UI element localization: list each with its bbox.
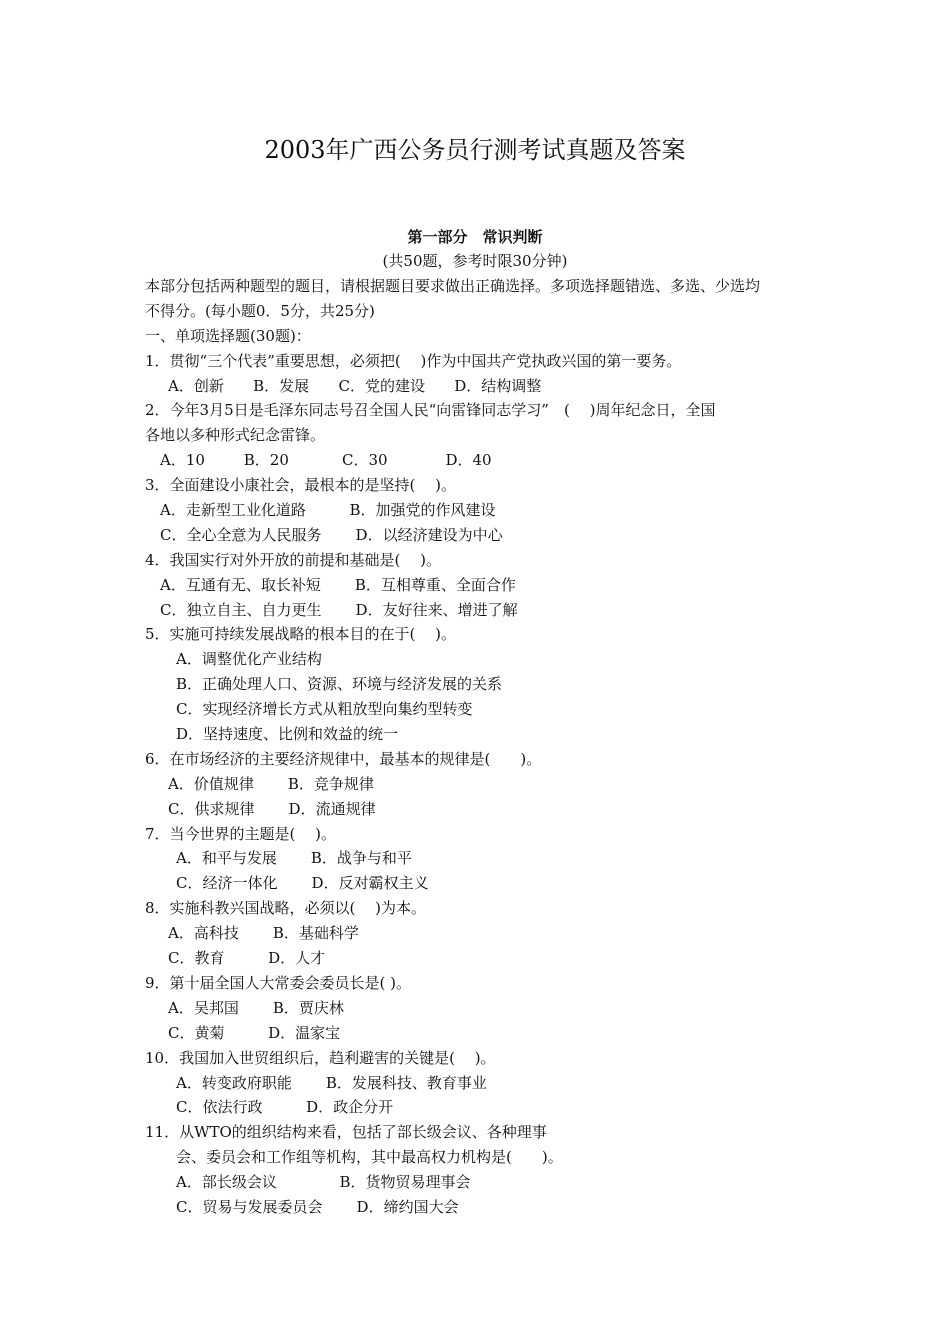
text-line: C．黄菊 D．温家宝 <box>168 1023 341 1042</box>
text-line: 8．实施科教兴国战略，必须以( )为本。 <box>145 899 427 918</box>
text-line: 3．全面建设小康社会，最根本的是坚持( )。 <box>145 476 457 495</box>
text-line: 2．今年3月5日是毛泽东同志号召全国人民“向雷锋同志学习” ( )周年纪念日，全国 <box>145 401 716 420</box>
text-line: 不得分。(每小题0．5分，共25分) <box>145 301 375 320</box>
text-line: C．供求规律 D．流通规律 <box>168 799 376 818</box>
text-line: 1．贯彻“三个代表”重要思想，必须把( )作为中国共产党执政兴国的第一要务。 <box>145 351 682 370</box>
text-line: 4．我国实行对外开放的前提和基础是( )。 <box>145 550 442 569</box>
text-line: 会、委员会和工作组等机构，其中最高权力机构是( )。 <box>176 1148 563 1167</box>
text-line: 5．实施可持续发展战略的根本目的在于( )。 <box>145 625 457 644</box>
text-line: A．调整优化产业结构 <box>176 650 322 669</box>
text-line: A．互通有无、取长补短 B．互相尊重、全面合作 <box>160 575 516 594</box>
text-line: 11．从WTO的组织结构来看，包括了部长级会议、各种理事 <box>145 1123 547 1142</box>
text-line: C．依法行政 D．政企分开 <box>176 1098 394 1117</box>
text-line: A．部长级会议 B．货物贸易理事会 <box>176 1173 471 1192</box>
text-line: 本部分包括两种题型的题目，请根据题目要求做出正确选择。多项选择题错选、多选、少选均 <box>145 277 761 295</box>
text-line: C．全心全意为人民服务 D．以经济建设为中心 <box>160 525 503 544</box>
text-line: 10．我国加入世贸组织后，趋利避害的关键是( )。 <box>145 1048 496 1067</box>
text-line: A．吴邦国 B．贾庆林 <box>168 998 344 1017</box>
text-line: A．高科技 B．基础科学 <box>168 924 359 943</box>
text-line: C．经济一体化 D．反对霸权主义 <box>176 874 429 893</box>
text-line: 7．当今世界的主题是( )。 <box>145 824 337 843</box>
text-line: A．转变政府职能 B．发展科技、教育事业 <box>176 1073 487 1092</box>
text-line: A．创新 B．发展 C．党的建设 D．结构调整 <box>168 376 542 395</box>
text-line: D．坚持速度、比例和效益的统一 <box>176 725 399 744</box>
section-heading: 第一部分 常识判断 <box>407 228 543 246</box>
text-line: B．正确处理人口、资源、环境与经济发展的关系 <box>176 675 503 694</box>
document-body <box>0 274 950 1220</box>
text-line: A．走新型工业化道路 B．加强党的作风建设 <box>160 501 496 520</box>
text-line: 6．在市场经济的主要经济规律中，最基本的规律是( )。 <box>145 749 542 768</box>
text-line: 一、单项选择题(30题)： <box>145 326 311 345</box>
text-line: A．和平与发展 B．战争与和平 <box>176 849 412 868</box>
text-line: C．贸易与发展委员会 D．缔约国大会 <box>176 1197 459 1216</box>
text-line: 各地以多种形式纪念雷锋。 <box>145 426 326 445</box>
text-line: C．教育 D．人才 <box>168 949 326 968</box>
text-line: C．独立自主、自力更生 D．友好往来、增进了解 <box>160 600 518 619</box>
text-line: A．10 B．20 C．30 D．40 <box>160 451 492 470</box>
text-line: 9．第十届全国人大常委会委员长是( )。 <box>145 973 412 992</box>
text-line: C．实现经济增长方式从粗放型向集约型转变 <box>176 700 473 719</box>
document-title: 2003年广西公务员行测考试真题及答案 <box>264 136 686 164</box>
text-line: A．价值规律 B．竞争规律 <box>168 774 374 793</box>
section-subheading: (共50题，参考时限30分钟) <box>382 252 568 270</box>
